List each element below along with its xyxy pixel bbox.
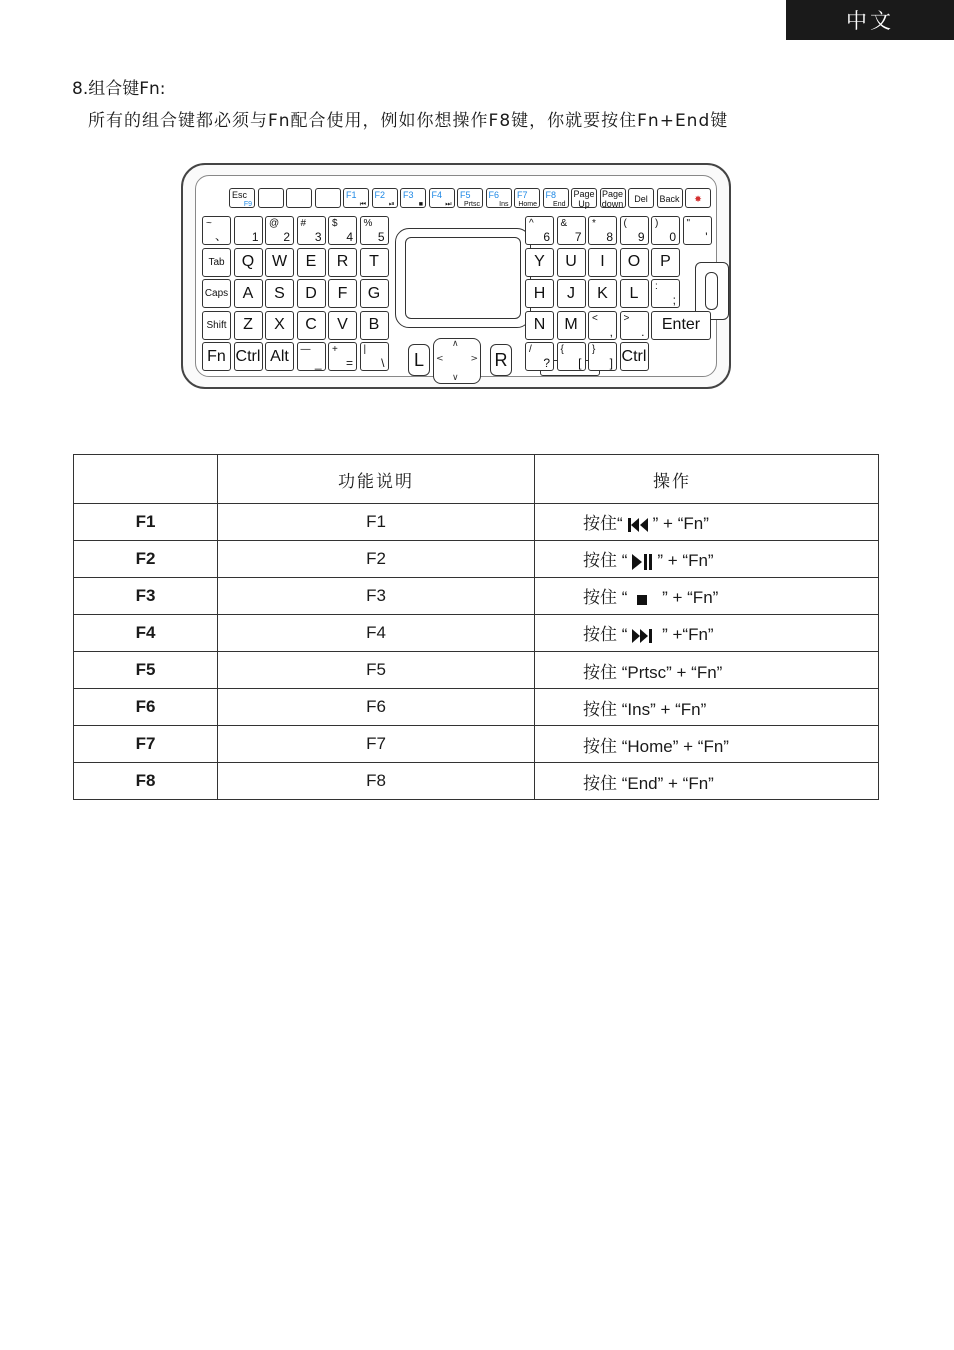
- fkey-label: Page: [573, 188, 595, 199]
- left-key: [360, 216, 389, 245]
- fkey-label: F6: [488, 190, 500, 200]
- fkey: [486, 188, 512, 208]
- function-cell: F3: [218, 578, 535, 615]
- left-key: [202, 216, 231, 245]
- key-label: ?: [543, 356, 550, 370]
- key-shift-label: /: [529, 344, 532, 355]
- fkey: [514, 188, 540, 208]
- key-shift-label: ^: [529, 218, 534, 229]
- touchpad: [395, 228, 531, 328]
- key-shift-label: ~: [206, 218, 212, 229]
- key-label: 5: [377, 230, 385, 244]
- table-header-function: 功能说明: [218, 455, 535, 504]
- fkey: [543, 188, 569, 208]
- section-description: 所有的组合键都必须与Fn配合使用，例如你想操作F8键，你就要按住Fn+End键: [88, 111, 729, 131]
- fkey-label: F1: [346, 190, 357, 200]
- fkey-label: ✸: [694, 193, 702, 204]
- left-key: C: [297, 311, 326, 340]
- key-label: ': [705, 230, 708, 244]
- fkey-label: Del: [634, 193, 648, 204]
- key-cell: F4: [74, 615, 218, 652]
- fkey: [372, 188, 398, 208]
- dpad-right-icon: >: [470, 354, 478, 364]
- left-key: E: [297, 248, 326, 277]
- left-key: Caps: [202, 279, 231, 308]
- table-header-row: [74, 455, 879, 504]
- right-key: [620, 311, 649, 340]
- fkey: [258, 188, 284, 208]
- key-label: 1: [251, 230, 259, 244]
- fkey: [343, 188, 369, 208]
- left-key: Z: [234, 311, 263, 340]
- language-tab[interactable]: 中文: [786, 0, 954, 40]
- key-shift-label: ": [686, 218, 691, 229]
- function-cell: F6: [218, 689, 535, 726]
- fkey-label: F7: [517, 190, 528, 200]
- key-label: 9: [637, 230, 645, 244]
- operation-prefix: 按住 “: [583, 736, 628, 756]
- right-key: [651, 216, 680, 245]
- operation-suffix: ” + “Fn”: [657, 773, 714, 793]
- operation-prefix: 按住 “: [583, 699, 628, 719]
- table-row: [74, 578, 879, 615]
- operation-suffix: ” + “Fn”: [652, 514, 709, 534]
- key-cell: F3: [74, 578, 218, 615]
- right-key: [557, 342, 586, 371]
- key-cell: F2: [74, 541, 218, 578]
- left-key: [328, 216, 357, 245]
- fkey-label: F2: [374, 190, 386, 200]
- fkey-label: F3: [403, 190, 414, 200]
- left-key: Ctrl: [234, 342, 263, 371]
- fkey: [457, 188, 483, 208]
- left-key: G: [360, 279, 389, 308]
- keyboard-face: [195, 175, 717, 383]
- operation-prefix: 按住 “: [583, 662, 628, 682]
- fkey-sub: F9: [243, 201, 252, 208]
- section-title: 8.组合键Fn:: [72, 79, 166, 99]
- left-key: [297, 216, 326, 245]
- fkey-sub: Up: [578, 198, 590, 209]
- key-shift-label: &: [560, 218, 568, 229]
- fkey-sub: End: [553, 201, 566, 208]
- fkey: [400, 188, 426, 208]
- fkey: [429, 188, 455, 208]
- key-label: 2: [283, 230, 290, 244]
- key-shift-label: ): [655, 218, 659, 229]
- operation-cell: [535, 763, 879, 800]
- fkey-sub: ⏮: [359, 201, 366, 208]
- key-shift-label: <: [592, 312, 598, 324]
- key-shift-label: $: [332, 218, 338, 229]
- left-key: F: [328, 279, 357, 308]
- table-header-operation: 操作: [535, 455, 879, 504]
- key-cell: F7: [74, 726, 218, 763]
- key-label: 7: [574, 230, 582, 244]
- fkey-sub: Ins: [499, 201, 509, 208]
- fkey-sub: ⏯: [388, 201, 395, 208]
- right-key: P: [651, 248, 680, 277]
- left-key: [234, 216, 263, 245]
- right-key: K: [588, 279, 617, 308]
- fkey: [685, 188, 711, 208]
- keyboard-illustration: [181, 163, 731, 389]
- key-label: ]: [609, 356, 613, 370]
- key-shift-label: #: [300, 218, 307, 229]
- play-pause-icon: [629, 552, 655, 572]
- operation-suffix: ” + “Fn”: [650, 699, 707, 719]
- next-track-icon: [629, 626, 655, 646]
- operation-key-name: Prtsc: [627, 662, 667, 682]
- key-label: 6: [543, 230, 550, 244]
- key-shift-label: {: [560, 344, 564, 355]
- fkey-sub: ■: [418, 201, 423, 208]
- fkey: [600, 188, 626, 208]
- table-row: [74, 689, 879, 726]
- operation-prefix: 按住 “: [583, 625, 628, 645]
- key-cell: F8: [74, 763, 218, 800]
- fkey: [229, 188, 255, 208]
- key-label: \: [381, 356, 385, 370]
- operation-suffix: ” + “Fn”: [666, 662, 723, 682]
- right-key: [588, 342, 617, 371]
- table-row: [74, 615, 879, 652]
- right-key: Enter: [651, 311, 711, 340]
- right-key: H: [525, 279, 554, 308]
- key-label: 8: [606, 230, 613, 244]
- key-label: 、: [214, 229, 227, 243]
- key-cell: F1: [74, 504, 218, 541]
- key-cell: F5: [74, 652, 218, 689]
- key-label: 0: [669, 230, 676, 244]
- left-key: Alt: [265, 342, 294, 371]
- dpad-down-icon: ∨: [452, 373, 459, 383]
- key-shift-label: *: [592, 218, 596, 229]
- right-key: M: [557, 311, 586, 340]
- left-key: V: [328, 311, 357, 340]
- fkey-sub: Prtsc: [464, 201, 480, 208]
- left-key: Tab: [202, 248, 231, 277]
- left-key: Fn: [202, 342, 231, 371]
- right-key: [620, 216, 649, 245]
- right-key: O: [620, 248, 649, 277]
- operation-prefix: 按住 “: [583, 588, 628, 608]
- key-shift-label: +: [332, 344, 338, 355]
- function-cell: F8: [218, 763, 535, 800]
- mouse-right-key: R: [490, 344, 512, 376]
- fkey-label: F5: [460, 190, 471, 200]
- stop-icon: [629, 589, 655, 609]
- right-key: [525, 216, 554, 245]
- function-cell: F7: [218, 726, 535, 763]
- fkey: [315, 188, 341, 208]
- right-key: L: [620, 279, 649, 308]
- fkey-label: F4: [431, 190, 443, 200]
- left-key: [360, 342, 389, 371]
- left-key: A: [234, 279, 263, 308]
- right-key: Ctrl: [620, 342, 649, 371]
- table-row: [74, 726, 879, 763]
- operation-prefix: 按住“: [583, 514, 623, 534]
- table-row: [74, 504, 879, 541]
- table-row: [74, 652, 879, 689]
- left-key: Q: [234, 248, 263, 277]
- key-label: 4: [346, 230, 353, 244]
- key-shift-label: %: [363, 218, 373, 229]
- right-key: [588, 311, 617, 340]
- fkey-sub: down: [601, 198, 624, 209]
- right-key: Y: [525, 248, 554, 277]
- key-shift-label: (: [623, 218, 627, 229]
- fkey: [571, 188, 597, 208]
- right-key: N: [525, 311, 554, 340]
- operation-cell: [535, 541, 879, 578]
- left-key: [297, 342, 326, 371]
- function-cell: F4: [218, 615, 535, 652]
- fkey-label: F8: [545, 190, 557, 200]
- dpad-up-icon: ∧: [452, 339, 459, 349]
- operation-cell: [535, 726, 879, 763]
- right-key: I: [588, 248, 617, 277]
- key-shift-label: >: [623, 312, 630, 324]
- left-key: W: [265, 248, 294, 277]
- left-key: [328, 342, 357, 371]
- right-key: U: [557, 248, 586, 277]
- operation-suffix: ” + “Fn”: [657, 551, 714, 571]
- prev-track-icon: [625, 515, 651, 535]
- right-key: [525, 342, 554, 371]
- operation-cell: [535, 652, 879, 689]
- table-header-key: [74, 455, 218, 504]
- fkey-label: Back: [659, 193, 680, 204]
- operation-prefix: 按住 “: [583, 551, 628, 571]
- operation-cell: [535, 504, 879, 541]
- fkey-label: Esc: [232, 190, 248, 200]
- operation-cell: [535, 689, 879, 726]
- key-label: 3: [314, 230, 322, 244]
- right-key: J: [557, 279, 586, 308]
- left-key: D: [297, 279, 326, 308]
- right-key: [588, 216, 617, 245]
- left-key: B: [360, 311, 389, 340]
- key-label: _: [314, 356, 322, 370]
- right-key: [651, 279, 680, 308]
- function-cell: F2: [218, 541, 535, 578]
- key-shift-label: :: [655, 281, 658, 292]
- dpad: [433, 338, 481, 384]
- fkey-sub: Home: [518, 201, 537, 208]
- key-shift-label: @: [269, 218, 280, 229]
- fkey: [657, 188, 683, 208]
- touchpad-surface: [405, 237, 521, 319]
- key-label: ;: [672, 293, 676, 307]
- key-shift-label: }: [592, 344, 596, 355]
- left-key: R: [328, 248, 357, 277]
- operation-suffix: ” + “Fn”: [657, 588, 719, 608]
- function-cell: F1: [218, 504, 535, 541]
- left-key: S: [265, 279, 294, 308]
- left-key: [265, 216, 294, 245]
- operation-key-name: Home: [627, 736, 673, 756]
- key-cell: F6: [74, 689, 218, 726]
- key-label: .: [641, 324, 645, 339]
- operation-key-name: Ins: [627, 699, 651, 719]
- dpad-left-icon: <: [436, 354, 444, 364]
- operation-prefix: 按住 “: [583, 773, 628, 793]
- right-key: [683, 216, 712, 245]
- fkey-label: Page: [601, 188, 624, 199]
- operation-suffix: ” +“Fn”: [657, 625, 714, 645]
- fkey-sub: ⏭: [445, 201, 452, 208]
- key-shift-label: |: [363, 344, 367, 355]
- key-label: [: [578, 356, 582, 370]
- operation-cell: [535, 615, 879, 652]
- key-label: =: [345, 356, 353, 370]
- left-key: X: [265, 311, 294, 340]
- operation-key-name: End: [627, 773, 658, 793]
- key-shift-label: —: [300, 344, 311, 355]
- operation-cell: [535, 578, 879, 615]
- function-cell: F5: [218, 652, 535, 689]
- key-label: ,: [609, 324, 613, 339]
- mouse-left-key: L: [408, 344, 430, 376]
- fkey: [286, 188, 312, 208]
- fkey: [628, 188, 654, 208]
- left-key: T: [360, 248, 389, 277]
- left-key: Shift: [202, 311, 231, 340]
- fn-combo-table: [73, 454, 879, 800]
- table-row: [74, 763, 879, 800]
- right-key: [557, 216, 586, 245]
- table-row: [74, 541, 879, 578]
- operation-suffix: ” + “Fn”: [672, 736, 729, 756]
